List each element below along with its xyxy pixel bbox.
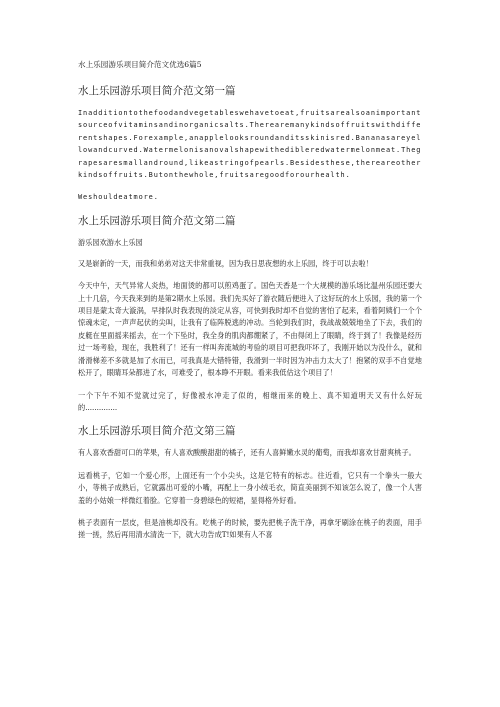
document-title: 水上乐园游乐项目简介范文优选6篇5	[78, 60, 202, 69]
section-1	[78, 84, 422, 204]
section-heading: 水上乐园游乐项目简介范文第三篇	[78, 425, 236, 438]
paragraph: 又是崭新的一天，而我和弟弟对这天非常重视，因为我日思夜想的水上乐园，终于可以去啦！	[78, 258, 373, 268]
paragraph: 有人喜欢香甜可口的苹果，有人喜欢酸酸甜甜的橘子，还有人喜鲜嫩水灵的葡萄，而我却喜欢甘甜爽桃子。	[78, 448, 416, 458]
section-3	[78, 424, 422, 541]
paragraph: 远看桃子，它如一个爱心形，上面还有一个小尖头，这是它特有的标志。往近看，它只有一个拳头一般大小，等桃子成熟后，它就露出可爱的小嘴，再配上一身小绒毛衣，简直美丽到不知该怎么说了，像一个人害羞的小姑娘一样微红着脸。它穿着一身碧绿色的短裙，显得格外好看。	[78, 470, 422, 505]
section-subtitle: 游乐园欢游水上乐园	[78, 237, 143, 247]
paragraph: 桃子表面有一层皮，但是油桃却没有。吃桃子的时候，要先把桃子洗干净，再拿牙刷涂在桃子的表面，用手搓一搓，然后再用清水清洗一下，就大功告成T!如果有人不喜	[78, 517, 422, 540]
section-heading: 水上乐园游乐项目简介范文第二篇	[78, 214, 236, 227]
section-heading: 水上乐园游乐项目简介范文第一篇	[78, 85, 236, 97]
section-2	[78, 214, 422, 414]
paragraph: 一个下午不知不觉就过完了，好像被水冲走了似的，相继而来的晚上、真不知道明天又有什么好玩的..............	[78, 390, 422, 412]
paragraph: Weshouldeatmore.	[78, 193, 159, 202]
paragraph: Inadditiontothefoodandvegetableswehavetoeat,fruitsarealsoanimportantsourceofvitaminsandinorganicsalts.Therearemanykindsoffruitswithdifferentshapes.Forexample,anapplelooksroundanditsskinisred.Bananasareyellowandcurved.Watermelonisanovalshapewithedibleredwatermelonmeat.Thegrapesaresmallandround,likeastringofpearls.Besidesthese,thereareotherkindsoffruits.Butonthewhole,fruitsaregoodforourhealth.	[78, 109, 422, 180]
paragraph: 今天中午，天气异常人炎热，地面烫的都可以煎鸡蛋了。国色天香是一个大规模的游乐场比温州乐园还要大上十几倍，今天我来到的是第2期水上乐园。我们先买好了游衣随后便进入了这好玩的水上乐园，我的第一个项目是蒙太奇大漩涡，早排队时我表现的淡定从容，可快到我时却不自觉的害怕了起来，看着阿姨们一个个惊魂未定，一声声起伏的尖叫，让我有了临阵脱逃的冲动。当轮到我们时，我战战兢兢地坐了下去，我们的皮艇在里面摇来摇去，在一个下坠时，我全身的肌肉都绷紧了，不由得闭上了眼睛，终于到了！我像是经历过一场考验，现在，我胜利了！还有一样叫奔流城的考验的项目可把我吓坏了，我刚开始以为没什么，就和滑滑梯差不多就是加了水而已，可我真是大错特错，我滑到一半时因为冲击力太大了！抱紧的双手不自觉地松开了，眼睛耳朵都进了水，可难受了，根本睁不开眼。看来我低估这个项目了！	[78, 281, 422, 378]
